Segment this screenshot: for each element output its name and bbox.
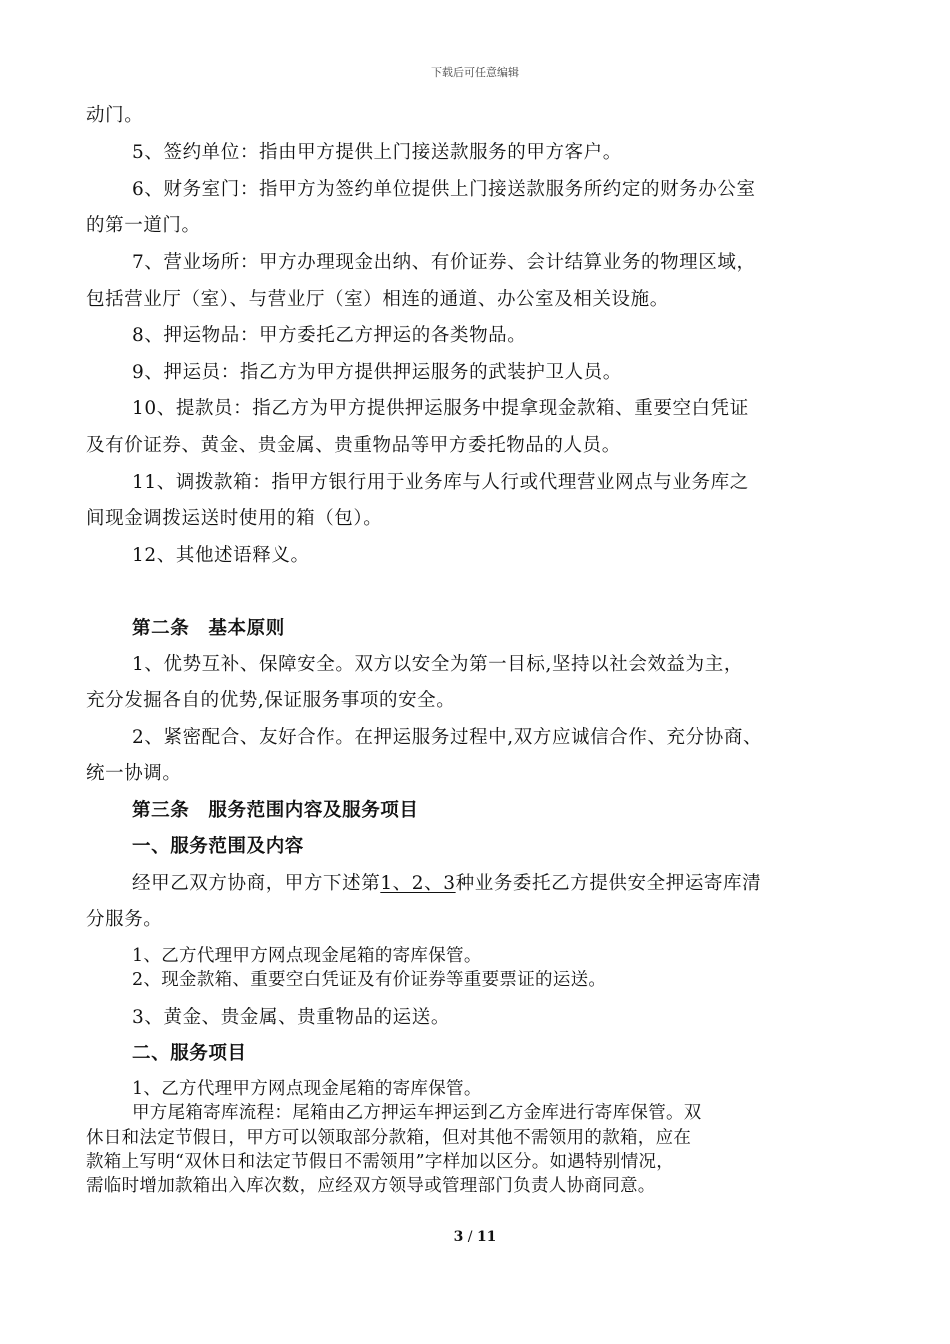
text-line: 9、押运员：指乙方为甲方提供押运服务的武装护卫人员。 [132, 362, 622, 383]
underlined-items: 1、2、3 [380, 873, 456, 894]
text-span: 种业务委托乙方提供安全押运寄库清 [455, 873, 762, 894]
text-line: 2、现金款箱、重要空白凭证及有价证券等重要票证的运送。 [132, 970, 607, 990]
text-line: 款箱上写明“双休日和法定节假日不需领用”字样加以区分。如遇特别情况， [86, 1152, 675, 1172]
page-separator: / [463, 1229, 477, 1245]
text-line: 及有价证券、黄金、贵金属、贵重物品等甲方委托物品的人员。 [86, 435, 621, 456]
text-line: 2、紧密配合、友好合作。在押运服务过程中,双方应诚信合作、充分协商、 [132, 727, 763, 748]
text-line: 包括营业厅（室）、与营业厅（室）相连的通道、办公室及相关设施。 [86, 289, 669, 310]
text-line: 甲方尾箱寄库流程：尾箱由乙方押运车押运到乙方金库进行寄库保管。双 [132, 1103, 702, 1123]
text-line: 间现金调拨运送时使用的箱（包）。 [86, 508, 383, 529]
subsection-heading: 二、服务项目 [132, 1043, 247, 1064]
page-header: 下载后可任意编辑 [431, 66, 519, 79]
section-heading: 第三条 服务范围内容及服务项目 [132, 800, 419, 821]
text-line: 的第一道门。 [86, 215, 201, 236]
total-pages: 11 [476, 1229, 497, 1245]
section-heading: 第二条 基本原则 [132, 618, 285, 639]
text-line: 分服务。 [86, 909, 163, 930]
text-line: 8、押运物品：甲方委托乙方押运的各类物品。 [132, 325, 527, 346]
subsection-heading: 一、服务范围及内容 [132, 836, 304, 857]
text-line: 充分发掘各自的优势,保证服务事项的安全。 [86, 690, 456, 711]
text-line [132, 872, 761, 896]
text-span: 经甲乙双方协商，甲方下述第 [132, 873, 381, 894]
text-line: 1、乙方代理甲方网点现金尾箱的寄库保管。 [132, 1079, 482, 1099]
text-line: 6、财务室门：指甲方为签约单位提供上门接送款服务所约定的财务办公室 [132, 179, 756, 200]
text-line: 休日和法定节假日，甲方可以领取部分款箱，但对其他不需领用的款箱，应在 [86, 1128, 692, 1148]
text-line: 12、其他述语释义。 [132, 545, 310, 566]
text-line: 3、黄金、贵金属、贵重物品的运送。 [132, 1007, 450, 1028]
text-line: 10、提款员：指乙方为甲方提供押运服务中提拿现金款箱、重要空白凭证 [132, 398, 749, 419]
text-line: 1、乙方代理甲方网点现金尾箱的寄库保管。 [132, 946, 482, 966]
text-line: 需临时增加款箱出入库次数，应经双方领导或管理部门负责人协商同意。 [86, 1176, 656, 1196]
text-line: 11、调拨款箱：指甲方银行用于业务库与人行或代理营业网点与业务库之 [132, 472, 749, 493]
text-line: 统一协调。 [86, 763, 182, 784]
text-line: 7、营业场所：甲方办理现金出纳、有价证券、会计结算业务的物理区域， [132, 252, 756, 273]
page-number [0, 1229, 950, 1245]
text-line: 5、签约单位：指由甲方提供上门接送款服务的甲方客户。 [132, 142, 622, 163]
text-line: 动门。 [86, 105, 144, 126]
current-page: 3 [453, 1229, 464, 1245]
text-line: 1、优势互补、保障安全。双方以安全为第一目标,坚持以社会效益为主， [132, 654, 743, 675]
